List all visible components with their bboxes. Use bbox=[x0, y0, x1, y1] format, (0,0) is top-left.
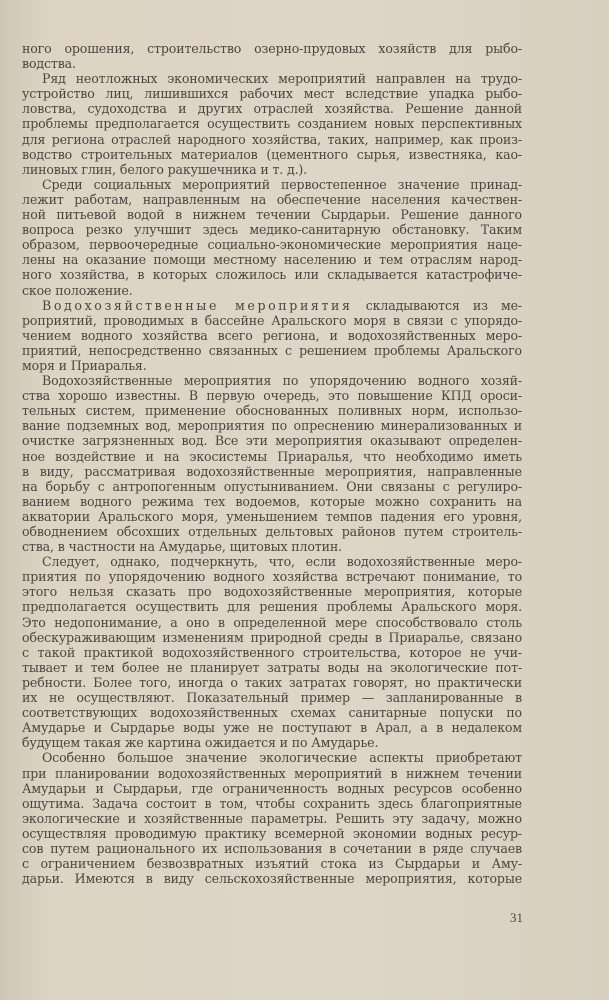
text-line: обескураживающим изменениям природной среды в Приаралье, связано bbox=[22, 629, 522, 645]
text-line: вопроса резко улучшит здесь медико-санитарную обстановку. Таким bbox=[22, 222, 522, 238]
text-line: очистке загрязненных вод. Все эти мероприятия оказывают определен- bbox=[22, 433, 522, 449]
text-line: вание подземных вод, мероприятия по опреснению минерализованных и bbox=[22, 418, 522, 434]
text-line: ванием водного режима тех водоемов, которые можно сохранить на bbox=[22, 493, 522, 509]
text-line: Амударье и Сырдарье воды уже не поступают в Арал, а в недалеком bbox=[22, 720, 522, 736]
text-line: лежит работам, направленным на обеспечение населения качествен- bbox=[22, 191, 522, 207]
text-line: с ограничением безвозвратных изъятий стока из Сырдарьи и Аму- bbox=[22, 856, 522, 872]
text-line: соответствующих водохозяйственных схемах санитарные попуски по bbox=[22, 705, 522, 721]
text-line: сов путем рационального их использования в сочетании в ряде случаев bbox=[22, 840, 522, 856]
text-line: тельных систем, применение обоснованных поливных норм, использо- bbox=[22, 403, 522, 419]
text-line: моря и Приаралья. bbox=[22, 357, 147, 373]
text-line: при планировании водохозяйственных мероприятий в нижнем течении bbox=[22, 765, 522, 781]
text-line: ное воздействие и на экосистемы Приаралья, что необходимо иметь bbox=[22, 448, 522, 464]
text-line: Среди социальных мероприятий первостепенное значение принад- bbox=[42, 176, 522, 192]
text-line: акватории Аральского моря, уменьшением темпов падения его уровня, bbox=[22, 508, 522, 524]
text-line: дарьи. Имеются в виду сельскохозяйственные мероприятия, которые bbox=[22, 871, 522, 887]
paragraph bbox=[22, 177, 522, 298]
text-line bbox=[22, 298, 522, 313]
paragraph bbox=[22, 373, 522, 554]
text-line: их не осуществляют. Показательный пример — запланированные в bbox=[22, 690, 522, 706]
text-line: будущем такая же картина ожидается и по Амударье. bbox=[22, 735, 379, 751]
text-line: этого нельзя сказать про водохозяйственные мероприятия, которые bbox=[22, 584, 522, 600]
spaced-lead-heading: Водохозяйственные мероприятия bbox=[42, 297, 353, 313]
text-line: обводнением обсохших отдельных дельтовых районов путем строитель- bbox=[22, 524, 522, 539]
paragraph bbox=[22, 41, 522, 71]
text-line: экологические и хозяйственные параметры. Решить эту задачу, можно bbox=[22, 810, 522, 826]
text-line: ребности. Более того, иногда о таких затратах говорят, но практически bbox=[22, 674, 522, 690]
text-line: Ряд неотложных экономических мероприятий направлен на трудо- bbox=[42, 71, 522, 87]
text-line: с такой практикой водохозяйственного строительства, которое не учи- bbox=[22, 644, 522, 660]
text-line: роприятий, проводимых в бассейне Аральского моря в связи с упорядо- bbox=[22, 312, 522, 328]
paragraph bbox=[22, 750, 522, 886]
text-line: лены на оказание помощи местному населению и тем отраслям народ- bbox=[22, 252, 522, 268]
text-line: Следует, однако, подчеркнуть, что, если водохозяйственные меро- bbox=[42, 554, 522, 570]
text-line: Особенно большое значение экологические аспекты приобретают bbox=[42, 750, 522, 766]
text-line: ного хозяйства, в которых сложилось или складывается катастрофиче- bbox=[22, 267, 522, 283]
text-line: приятия по упорядочению водного хозяйства встречают понимание, то bbox=[22, 569, 522, 585]
text-line: ощутима. Задача состоит в том, чтобы сохранить здесь благоприятные bbox=[22, 795, 522, 811]
text-line: предполагается осуществить для решения проблемы Аральского моря. bbox=[22, 599, 522, 615]
text-line: ной питьевой водой в нижнем течении Сырдарьи. Решение данного bbox=[22, 207, 522, 223]
text-line: водства. bbox=[22, 56, 76, 72]
text-line: чением водного хозяйства всего региона, и водохозяйственных меро- bbox=[22, 327, 522, 343]
page-body bbox=[22, 41, 522, 886]
paragraph bbox=[22, 71, 522, 177]
text-line: ства хорошо известны. В первую очередь, это повышение КПД ороси- bbox=[22, 388, 522, 404]
text-line: в виду, рассматривая водохозяйственные мероприятия, направленные bbox=[22, 463, 522, 479]
text-line: ного орошения, строительство озерно-прудовых хозяйств для рыбо- bbox=[22, 41, 522, 56]
page-number: 31 bbox=[510, 910, 523, 925]
text-line: осуществляя проводимую практику всемерной экономии водных ресур- bbox=[22, 825, 522, 841]
paragraph bbox=[22, 554, 522, 750]
text-line: проблемы предполагается осуществить созданием новых перспективных bbox=[22, 116, 522, 132]
text-line: ловства, судоходства и других отраслей хозяйства. Решение данной bbox=[22, 101, 522, 117]
text-line: линовых глин, белого ракушечника и т. д.). bbox=[22, 161, 308, 177]
text-line: Водохозяйственные мероприятия по упорядочению водного хозяй- bbox=[42, 373, 522, 389]
text-line: образом, первоочередные социально-экономические мероприятия наце- bbox=[22, 237, 522, 253]
text-line: ское положение. bbox=[22, 282, 133, 298]
text-line: на борьбу с антропогенным опустыниванием. Они связаны с регулиро- bbox=[22, 478, 522, 494]
text-line: тывает и тем более не планирует затраты воды на экологические пот- bbox=[22, 659, 522, 675]
text-line: ства, в частности на Амударье, щитовых плотин. bbox=[22, 539, 342, 555]
text-line: Это недопонимание, а оно в определенной мере способствовало столь bbox=[22, 614, 522, 630]
paragraph bbox=[22, 298, 522, 373]
text-line: водство строительных материалов (цементного сырья, известняка, као- bbox=[22, 146, 522, 162]
text-line: Амударьи и Сырдарьи, где ограниченность водных ресурсов особенно bbox=[22, 780, 522, 796]
text-line: устройство лиц, лишившихся рабочих мест вследствие упадка рыбо- bbox=[22, 86, 522, 102]
line-text: складываются из ме- bbox=[352, 297, 522, 313]
text-line: приятий, непосредственно связанных с решением проблемы Аральского bbox=[22, 342, 522, 358]
text-line: для региона отраслей народного хозяйства, таких, например, как произ- bbox=[22, 131, 522, 147]
